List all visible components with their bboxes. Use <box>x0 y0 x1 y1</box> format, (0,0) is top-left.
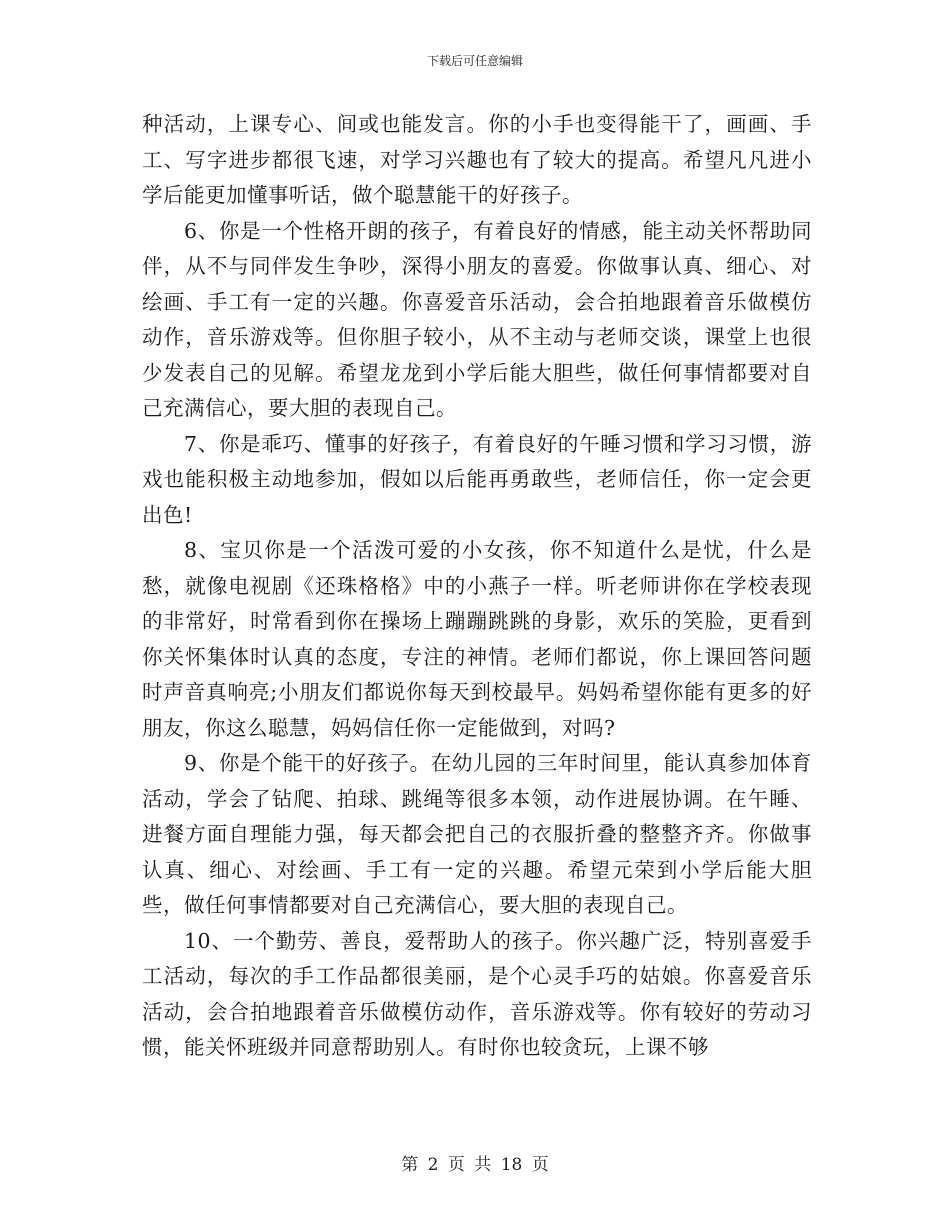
paragraph-continued: 种活动，上课专心、间或也能发言。你的小手也变得能干了，画画、手工、写字进步都很飞速，对学习兴趣也有了较大的提高。希望凡凡进小学后能更加懂事听话，做个聪慧能干的好孩子。 <box>142 112 812 207</box>
paragraph-item-6: 6、你是一个性格开朗的孩子，有着良好的情感，能主动关怀帮助同伴，从不与同伴发生争吵，深得小朋友的喜爱。你做事认真、细心、对绘画、手工有一定的兴趣。你喜爱音乐活动，会合拍地跟着音乐做模仿动作，音乐游戏等。但你胆子较小，从不主动与老师交谈，课堂上也很少发表自己的见解。希望龙龙到小学后能大胆些，做任何事情都要对自己充满信心，要大胆的表现自己。 <box>142 218 812 420</box>
page-header-note: 下载后可任意编辑 <box>426 54 523 68</box>
page-number-footer: 第 2 页 共 18 页 <box>401 1155 549 1175</box>
paragraph-item-7: 7、你是乖巧、懂事的好孩子，有着良好的午睡习惯和学习习惯，游戏也能积极主动地参加，假如以后能再勇敢些，老师信任，你一定会更出色! <box>142 431 812 527</box>
document-body <box>142 107 812 1066</box>
paragraph-item-10: 10、一个勤劳、善良，爱帮助人的孩子。你兴趣广泛，特别喜爱手工活动，每次的手工作品都很美丽，是个心灵手巧的姑娘。你喜爱音乐活动，会合拍地跟着音乐做模仿动作，音乐游戏等。你有较好的劳动习惯，能关怀班级并同意帮助别人。有时你也较贪玩，上课不够 <box>142 928 812 1059</box>
paragraph-item-9: 9、你是个能干的好孩子。在幼儿园的三年时间里，能认真参加体育活动，学会了钻爬、拍球、跳绳等很多本领，动作进展协调。在午睡、进餐方面自理能力强，每天都会把自己的衣服折叠的整整齐齐。你做事认真、细心、对绘画、手工有一定的兴趣。希望元荣到小学后能大胆些，做任何事情都要对自己充满信心，要大胆的表现自己。 <box>142 751 812 917</box>
paragraph-item-8: 8、宝贝你是一个活泼可爱的小女孩，你不知道什么是忧，什么是愁，就像电视剧《还珠格格》中的小燕子一样。听老师讲你在学校表现的非常好，时常看到你在操场上蹦蹦跳跳的身影，欢乐的笑脸，更看到你关怀集体时认真的态度，专注的神情。老师们都说，你上课回答问题时声音真响亮;小朋友们都说你每天到校最早。妈妈希望你能有更多的好朋友，你这么聪慧，妈妈信任你一定能做到，对吗? <box>142 538 812 740</box>
